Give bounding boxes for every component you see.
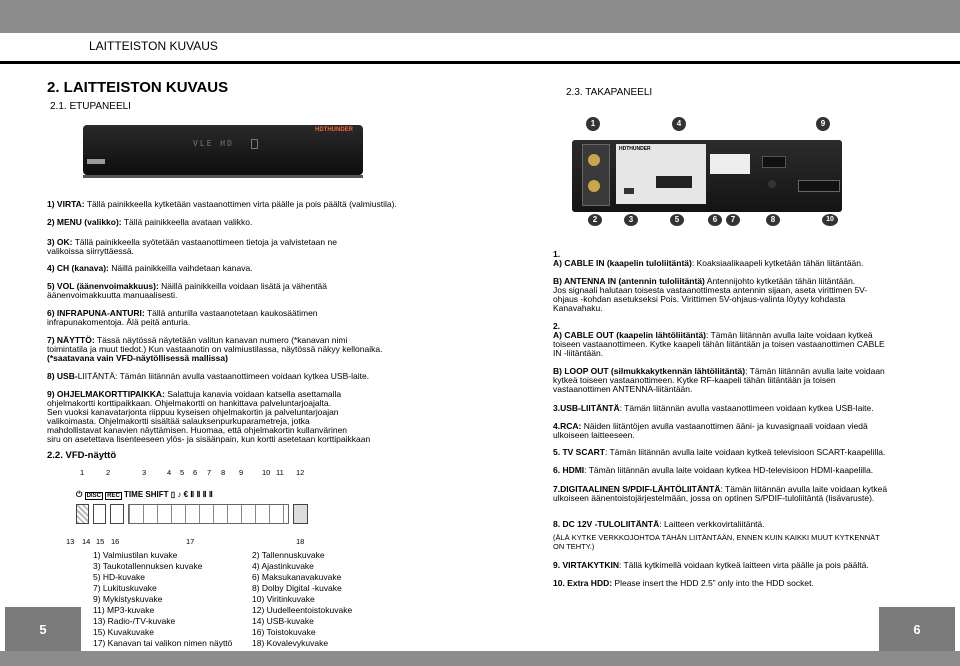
vfd-num-4: 4	[167, 468, 172, 477]
para-9: 9. VIRTAKYTKIN: Tällä kytkimellä voidaan kytkeä laitteen virta päälle ja pois päältä.	[553, 560, 869, 570]
usb-connector	[624, 188, 634, 194]
item-9-line5: mahdollistavat kanavien näyttämisen. Huomaa, että ohjelmakortin kullanvärinen	[47, 425, 348, 435]
subsection-front-panel: 2.1. ETUPANEELI	[50, 101, 131, 112]
legend-item: 12) Uudelleentoistokuvake	[252, 605, 353, 615]
para-10: 10. Extra HDD: Please insert the HDD 2.5” only into the HDD socket.	[553, 578, 814, 588]
para-1b-line4: Kanavahaku.	[553, 303, 603, 313]
vfd-icon-row	[76, 490, 213, 500]
callout-7: 7	[726, 214, 740, 226]
vfd-num-11: 11	[276, 468, 284, 477]
para-2-title: 2.	[553, 321, 561, 331]
legend-item: 6) Maksukanavakuvake	[252, 572, 342, 582]
legend-item: 1) Valmiustilan kuvake	[93, 550, 178, 560]
item-7: 7) NÄYTTÖ: Tässä näytössä näytetään valitun kanavan numero (*kanavan nimi	[47, 335, 348, 345]
para-2a: A) CABLE OUT (kaapelin lähtöliitäntä): Tämän liitännän avulla laite voidaan kytkeä	[553, 330, 873, 340]
callout-6: 6	[708, 214, 722, 226]
item-6: 6) INFRAPUNA-ANTURI: Tällä anturilla vastaanotetaan kaukosäätimen	[47, 308, 318, 318]
top-bar	[0, 0, 960, 33]
rear-panel-image	[572, 114, 842, 226]
callout-5: 5	[670, 214, 684, 226]
bottom-bar	[0, 651, 960, 666]
legend-item: 18) Kovalevykuvake	[252, 638, 329, 648]
item-2: 2) MENU (valikko): Tällä painikkeella avataan valikko.	[47, 217, 253, 227]
section-title: 2. LAITTEISTON KUVAUS	[47, 79, 229, 96]
vfd-num-2: 2	[106, 468, 111, 477]
segment-display	[76, 504, 308, 524]
item-9-line2: ohjelmakortti korttipaikkaan. Ohjelmakortti on hankittava palveluntarjoajalta.	[47, 398, 331, 408]
play-icon	[110, 504, 123, 524]
vfd-num-13: 13	[66, 537, 75, 546]
page-number-left: 5	[5, 607, 81, 651]
item-6-cont: infrapunakomentoja. Älä peitä anturia.	[47, 317, 191, 327]
callout-1: 1	[586, 117, 600, 131]
legend-item: 16) Toistokuvake	[252, 627, 316, 637]
item-9-line4: valikoimasta. Ohjelmakortti sisältää salauksenpurkuparametreja, jotka	[47, 416, 310, 426]
legend-item: 9) Mykistyskuvake	[93, 594, 163, 604]
euro-icon: €	[183, 490, 189, 499]
callout-8: 8	[766, 214, 780, 226]
dc-connector	[768, 180, 776, 188]
label-sticker	[710, 154, 750, 174]
tuner-panel	[582, 144, 610, 206]
record-icon: REC	[107, 493, 120, 499]
para-8: 8. DC 12V -TULOLIITÄNTÄ: Laitteen verkkovirtaliitäntä.	[553, 519, 765, 529]
header-title: LAITTEISTON KUVAUS	[89, 39, 218, 53]
usb-port-icon	[251, 139, 258, 149]
vfd-num-3: 3	[142, 468, 147, 477]
vfd-num-8: 8	[221, 468, 226, 477]
item-9-line3: Sen vuoksi kanavatarjonta riippuu kyseisen ohjelmakortin ja palveluntarjoajan	[47, 407, 339, 417]
para-8-warning-line2: ON TEHTY.)	[553, 542, 595, 551]
para-1b-line2: Jos signaali halutaan toisesta vastaanottimesta antennin sijaan, aseta virittimen 5V-	[553, 285, 868, 295]
item-3-cont: valikoissa siirryttäessä.	[47, 246, 134, 256]
vfd-num-10: 10	[262, 468, 271, 477]
para-3: 3.USB-LIITÄNTÄ: Tämän liitännän avulla vastaanottimeen voidaan kytkea USB-laite.	[553, 403, 874, 413]
legend-item: 3) Taukotallennuksen kuvake	[93, 561, 203, 571]
item-1: 1) VIRTA: Tällä painikkeella kytketään vastaanottimen virta päälle ja pois päältä (valmiustila).	[47, 199, 397, 209]
item-8: 8) USB-LIITÄNTÄ: Tämän liitännän avulla vastaanottimeen voidaan kytkea USB-laite.	[47, 371, 370, 381]
legend-item: 17) Kanavan tai valikon nimen näyttö	[93, 638, 233, 648]
para-2b-line2: kytkeä toiseen vastaanottimeen. Kytke RF-kaapeli tähän liitäntään ja toisen	[553, 375, 836, 385]
power-switch	[762, 156, 786, 168]
vfd-legend-left	[93, 550, 232, 649]
legend-item: 14) USB-kuvake	[252, 616, 314, 626]
callout-10: 10	[822, 214, 838, 226]
hdd-icon	[293, 504, 308, 524]
item-7-note: (*saatavana vain VFD-näytöllisessä mallissa)	[47, 353, 228, 363]
vfd-num-15: 15	[96, 537, 105, 546]
usb-icon	[93, 504, 106, 524]
connector-panel	[616, 144, 706, 204]
music-icon: ♪	[177, 490, 182, 499]
vfd-num-18: 18	[296, 537, 305, 546]
para-4-line2: ulkoiseen laitteeseen.	[553, 430, 635, 440]
item-5-cont: äänenvoimakkuutta manuaalisesti.	[47, 290, 178, 300]
tuner-icon-3: Ⅱ	[202, 490, 207, 499]
vfd-legend-right	[252, 550, 352, 649]
item-5: 5) VOL (äänenvoimakkuus): Näillä painikkeilla voidaan lisätä ja vähentää	[47, 281, 328, 291]
shift-icon: SHIFT	[145, 490, 169, 499]
standby-icon: ⏻	[76, 490, 83, 499]
vfd-num-17: 17	[186, 537, 195, 546]
legend-item: 7) Lukituskuvake	[93, 583, 157, 593]
vfd-title: 2.2. VFD-näyttö	[47, 450, 117, 461]
legend-item: 13) Radio-/TV-kuvake	[93, 616, 176, 626]
para-1-title: 1.	[553, 249, 561, 259]
legend-item: 10) Viritinkuvake	[252, 594, 315, 604]
card-slot	[87, 159, 105, 164]
vfd-num-5: 5	[180, 468, 185, 477]
vfd-num-9: 9	[239, 468, 244, 477]
front-display: VLE HD	[193, 139, 234, 148]
page-number-right: 6	[879, 607, 955, 651]
para-1b-line3: ohjaus -kohdan asetukseksi Pois. Virittimen 5V-ohjaus-valinta löytyy kohdasta	[553, 294, 846, 304]
para-2b: B) LOOP OUT (silmukkakytkennän lähtöliitäntä): Tämän liitännän avulla laite voidaan	[553, 366, 885, 376]
radio-tv-icon	[76, 504, 89, 524]
tuner-icon-4: Ⅱ	[208, 490, 213, 499]
disc-icon: DISC	[86, 493, 101, 499]
para-2a-line3: IN -liitäntään.	[553, 348, 604, 358]
subsection-rear-panel: 2.3. TAKAPANEELI	[566, 87, 653, 98]
callout-4: 4	[672, 117, 686, 131]
item-4: 4) CH (kanava): Näillä painikkeilla vaihdetaan kanava.	[47, 263, 253, 273]
scart-connector	[656, 176, 692, 188]
header-divider	[0, 61, 960, 64]
para-4: 4.RCA: Näiden liitäntöjen avulla vastaanottimen ääni- ja kuvasignaali voidaan viedä	[553, 421, 868, 431]
legend-item: 4) Ajastinkuvake	[252, 561, 314, 571]
brand-logo: HDTHUNDER	[315, 127, 353, 133]
legend-item: 8) Dolby Digital -kuvake	[252, 583, 342, 593]
callout-2: 2	[588, 214, 602, 226]
legend-item: 15) Kuvakuvake	[93, 627, 154, 637]
rear-brand: HDTHUNDER	[619, 146, 651, 152]
para-2b-line3: vastaanottimen ANTENNA-liitäntään.	[553, 384, 693, 394]
item-3: 3) OK: Tällä painikkeella syötetään vastaanottimeen tietoja ja valvistetaan ne	[47, 237, 337, 247]
callout-3: 3	[624, 214, 638, 226]
vfd-num-14: 14	[82, 537, 91, 546]
para-6: 6. HDMI: Tämän liitännän avulla laite voidaan kytkea HD-televisioon HDMI-kaapelilla.	[553, 465, 874, 475]
item-7-cont: toimintatila ja muut tiedot.) Kun vastaanotin on valmiustilassa, näytössä näkyy kellonaika.	[47, 344, 383, 354]
tuner-icon-1: Ⅱ	[190, 490, 195, 499]
vfd-num-12: 12	[296, 468, 305, 477]
dot-matrix-display	[128, 504, 289, 524]
callout-9: 9	[816, 117, 830, 131]
vfd-num-6: 6	[193, 468, 198, 477]
legend-item: 2) Tallennuskuvake	[252, 550, 325, 560]
para-7: 7.DIGITAALINEN S/PDIF-LÄHTÖLIITÄNTÄ: Tämän liitännän avulla laite voidaan kytkeä	[553, 484, 888, 494]
rear-chassis	[572, 140, 842, 212]
legend-item: 11) MP3-kuvake	[93, 605, 155, 615]
item-9-line6: siru on asetettava lisenteeseen ylös- ja sisäänpain, kun kortti asetetaan korttipaikkaan	[47, 434, 371, 444]
lock-icon: ▯	[170, 490, 176, 499]
hdd-slot	[798, 180, 840, 192]
para-8-warning: (ÄLÄ KYTKE VERKKOJOHTOA TÄHÄN LIITÄNTÄÄN, ENNEN KUIN KAIKKI MUUT KYTKENNÄT	[553, 533, 880, 542]
para-5: 5. TV SCART: Tämän liitännän avulla laite voidaan kytkeä televisioon SCART-kaapelilla.	[553, 447, 886, 457]
para-2a-line2: toiseen vastaanottimeen. Kytke kaapeli tähän liitäntään ja toisen vastaanottimen CABLE	[553, 339, 885, 349]
legend-item: 5) HD-kuvake	[93, 572, 145, 582]
vfd-num-1: 1	[80, 468, 85, 477]
item-9: 9) OHJELMAKORTTIPAIKKA: Salattuja kanavia voidaan katsella asettamalla	[47, 389, 342, 399]
front-panel-image	[83, 121, 363, 179]
vfd-num-7: 7	[207, 468, 212, 477]
vfd-num-16: 16	[111, 537, 120, 546]
time-icon: TIME	[124, 490, 144, 499]
cable-in-connector	[588, 154, 600, 166]
tuner-icon-2: Ⅱ	[196, 490, 201, 499]
para-1a: A) CABLE IN (kaapelin tuloliitäntä): Koaksiaalikaapeli kytketään tähän liitäntään.	[553, 258, 864, 268]
para-1b: B) ANTENNA IN (antennin tuloliitäntä) Antennijohto kytketään tähän liitäntään.	[553, 276, 856, 286]
para-7-line2: ulkoiseen äänentoistojärjestelmään, jossa on optinen S/PDIF-tuloliitäntä (lisävaruste).	[553, 493, 875, 503]
cable-out-connector	[588, 180, 600, 192]
